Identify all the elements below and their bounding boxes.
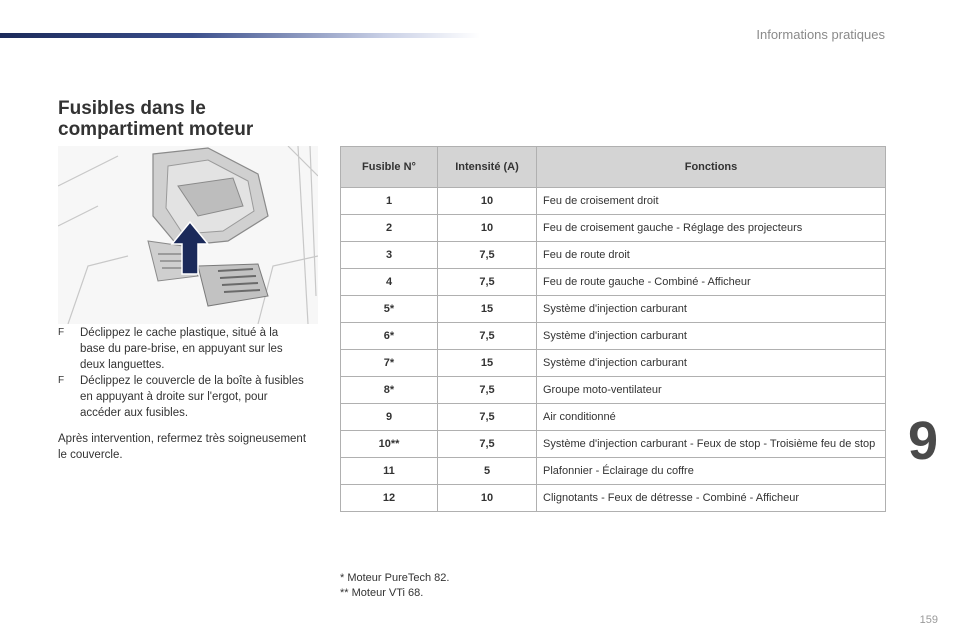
function-cell: Air conditionné <box>537 404 886 431</box>
header-accent-bar <box>0 33 480 38</box>
function-cell: Système d'injection carburant <box>537 323 886 350</box>
bullet-icon: F <box>58 375 65 386</box>
bullet-icon: F <box>58 327 65 338</box>
intensity-cell: 7,5 <box>438 404 537 431</box>
table-row <box>341 215 886 242</box>
table-header-row <box>341 147 886 188</box>
fuse-number-cell: 12 <box>341 485 438 512</box>
fuse-number-cell: 1 <box>341 188 438 215</box>
fuse-number-cell: 6* <box>341 323 438 350</box>
instruction-text: Déclippez le couvercle de la boîte à fusibles en appuyant à droite sur l'ergot, pour accéder aux fusibles. <box>80 375 304 419</box>
table-row <box>341 404 886 431</box>
table-row <box>341 350 886 377</box>
fuse-number-cell: 11 <box>341 458 438 485</box>
intensity-cell: 15 <box>438 296 537 323</box>
engine-fuse-box-illustration <box>58 146 318 324</box>
page-title <box>58 98 253 140</box>
header-intensity: Intensité (A) <box>438 147 537 188</box>
table-row <box>341 242 886 269</box>
fuse-number-cell: 3 <box>341 242 438 269</box>
intensity-cell: 7,5 <box>438 323 537 350</box>
header-fuse-number: Fusible N° <box>341 147 438 188</box>
function-cell: Plafonnier - Éclairage du coffre <box>537 458 886 485</box>
footnote: * Moteur PureTech 82. <box>340 572 450 584</box>
fuse-number-cell: 7* <box>341 350 438 377</box>
intensity-cell: 7,5 <box>438 242 537 269</box>
function-cell: Feu de route droit <box>537 242 886 269</box>
fuse-number-cell: 9 <box>341 404 438 431</box>
intensity-cell: 7,5 <box>438 377 537 404</box>
page-number: 159 <box>919 614 938 626</box>
intensity-cell: 7,5 <box>438 269 537 296</box>
intensity-cell: 15 <box>438 350 537 377</box>
function-cell: Feu de route gauche - Combiné - Afficheur <box>537 269 886 296</box>
page-title-line-2: compartiment moteur <box>58 119 254 140</box>
header-functions: Fonctions <box>537 147 886 188</box>
function-cell: Clignotants - Feux de détresse - Combiné - Afficheur <box>537 485 886 512</box>
function-cell: Système d'injection carburant <box>537 296 886 323</box>
table-row <box>341 431 886 458</box>
instructions <box>58 325 306 463</box>
instruction-item <box>58 325 306 373</box>
function-cell: Feu de croisement gauche - Réglage des projecteurs <box>537 215 886 242</box>
fuse-number-cell: 8* <box>341 377 438 404</box>
intensity-cell: 5 <box>438 458 537 485</box>
intensity-cell: 10 <box>438 215 537 242</box>
intensity-cell: 7,5 <box>438 431 537 458</box>
function-cell: Groupe moto-ventilateur <box>537 377 886 404</box>
function-cell: Feu de croisement droit <box>537 188 886 215</box>
section-header: Informations pratiques <box>756 27 885 42</box>
fuse-table <box>340 146 886 512</box>
table-row <box>341 377 886 404</box>
intensity-cell: 10 <box>438 485 537 512</box>
table-row <box>341 458 886 485</box>
footnote: ** Moteur VTi 68. <box>340 587 424 599</box>
function-cell: Système d'injection carburant <box>537 350 886 377</box>
fuse-number-cell: 5* <box>341 296 438 323</box>
table-row <box>341 296 886 323</box>
instruction-text: Déclippez le cache plastique, situé à la base du pare-brise, en appuyant sur les deux languettes. <box>80 327 283 371</box>
chapter-number: 9 <box>907 411 938 471</box>
intensity-cell: 10 <box>438 188 537 215</box>
table-row <box>341 269 886 296</box>
fuse-number-cell: 4 <box>341 269 438 296</box>
table-row <box>341 188 886 215</box>
fuse-number-cell: 10** <box>341 431 438 458</box>
fuse-number-cell: 2 <box>341 215 438 242</box>
page-title-line-1: Fusibles dans le <box>58 98 206 119</box>
table-row <box>341 485 886 512</box>
footnotes <box>340 571 449 601</box>
closing-instruction: Après intervention, refermez très soigneusement le couvercle. <box>58 433 307 461</box>
function-cell: Système d'injection carburant - Feux de stop - Troisième feu de stop <box>537 431 886 458</box>
table-row <box>341 323 886 350</box>
instruction-item <box>58 373 306 421</box>
